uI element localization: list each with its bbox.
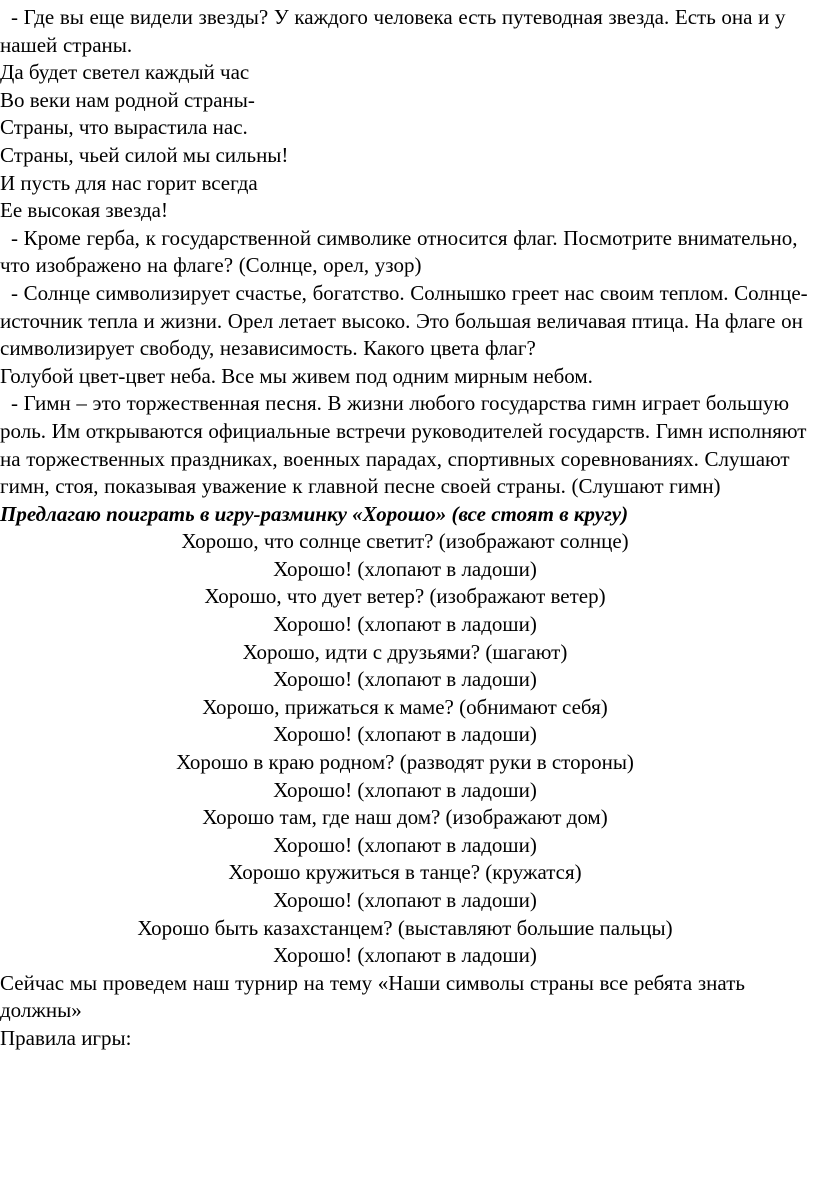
game-line: Хорошо, идти с друзьями? (шагают) xyxy=(242,639,568,664)
poem-line: Ее высокая звезда! xyxy=(0,198,168,223)
game-verses xyxy=(0,528,810,970)
game-line: Хорошо! (хлопают в ладоши) xyxy=(273,888,537,912)
game-line: Хорошо! (хлопают в ладоши) xyxy=(273,556,537,581)
game-line: Хорошо там, где наш дом? (изображают дом) xyxy=(202,805,608,830)
game-line: Хорошо, что солнце светит? (изображают солнце) xyxy=(181,529,629,554)
game-heading: Предлагаю поиграть в игру-разминку «Хорошо» (все стоят в кругу) xyxy=(0,501,629,526)
poem-line: Да будет светел каждый час xyxy=(0,60,250,85)
game-line: Хорошо! (хлопают в ладоши) xyxy=(273,832,537,857)
poem-line: И пусть для нас горит всегда xyxy=(0,170,258,195)
game-line: Хорошо! (хлопают в ладоши) xyxy=(273,612,537,637)
poem-line: Страны, чьей силой мы сильны! xyxy=(0,142,289,167)
game-line: Хорошо, что дует ветер? (изображают ветер) xyxy=(204,584,606,609)
game-line: Хорошо кружиться в танце? (кружатся) xyxy=(228,860,582,885)
flag-paragraph: - Кроме герба, к государственной символике относится флаг. Посмотрите внимательно, что изображено на флаге? (Солнце, орел, узор) xyxy=(0,225,798,278)
game-line: Хорошо! (хлопают в ладоши) xyxy=(273,722,537,747)
game-line: Хорошо! (хлопают в ладоши) xyxy=(273,667,537,692)
poem-line: Страны, что вырастила нас. xyxy=(0,115,248,140)
game-line: Хорошо! (хлопают в ладоши) xyxy=(273,777,537,802)
poem xyxy=(0,59,810,225)
game-line: Хорошо быть казахстанцем? (выставляют большие пальцы) xyxy=(137,915,673,940)
sun-paragraph: - Солнце символизирует счастье, богатство. Солнышко греет нас своим теплом. Солнце-источник тепла и жизни. Орел летает высоко. Это большая величавая птица. На флаге он символизирует свободу, независимость. Какого цвета флаг? xyxy=(0,280,808,361)
tournament-paragraph: Сейчас мы проведем наш турнир на тему «Наши символы страны все ребята знать должны» xyxy=(0,970,745,1023)
blue-color-line: Голубой цвет-цвет неба. Все мы живем под одним мирным небом. xyxy=(0,363,593,388)
game-line: Хорошо в краю родном? (разводят руки в стороны) xyxy=(176,750,634,775)
intro-paragraph: - Где вы еще видели звезды? У каждого человека есть путеводная звезда. Есть она и у нашей страны. xyxy=(0,5,786,57)
rules-line: Правила игры: xyxy=(0,1025,132,1050)
anthem-paragraph: - Гимн – это торжественная песня. В жизни любого государства гимн играет большую роль. Им открываются официальные встречи руководителей государств. Гимн исполняют на торжественных праздниках, военных парадах, спортивных соревнованиях. Слушают гимн, стоя, показывая уважение к главной песне своей страны. (Слушают гимн) xyxy=(0,391,807,499)
poem-line: Во веки нам родной страны- xyxy=(0,87,255,112)
game-line: Хорошо, прижаться к маме? (обнимают себя) xyxy=(202,694,608,719)
game-line: Хорошо! (хлопают в ладоши) xyxy=(273,943,537,968)
